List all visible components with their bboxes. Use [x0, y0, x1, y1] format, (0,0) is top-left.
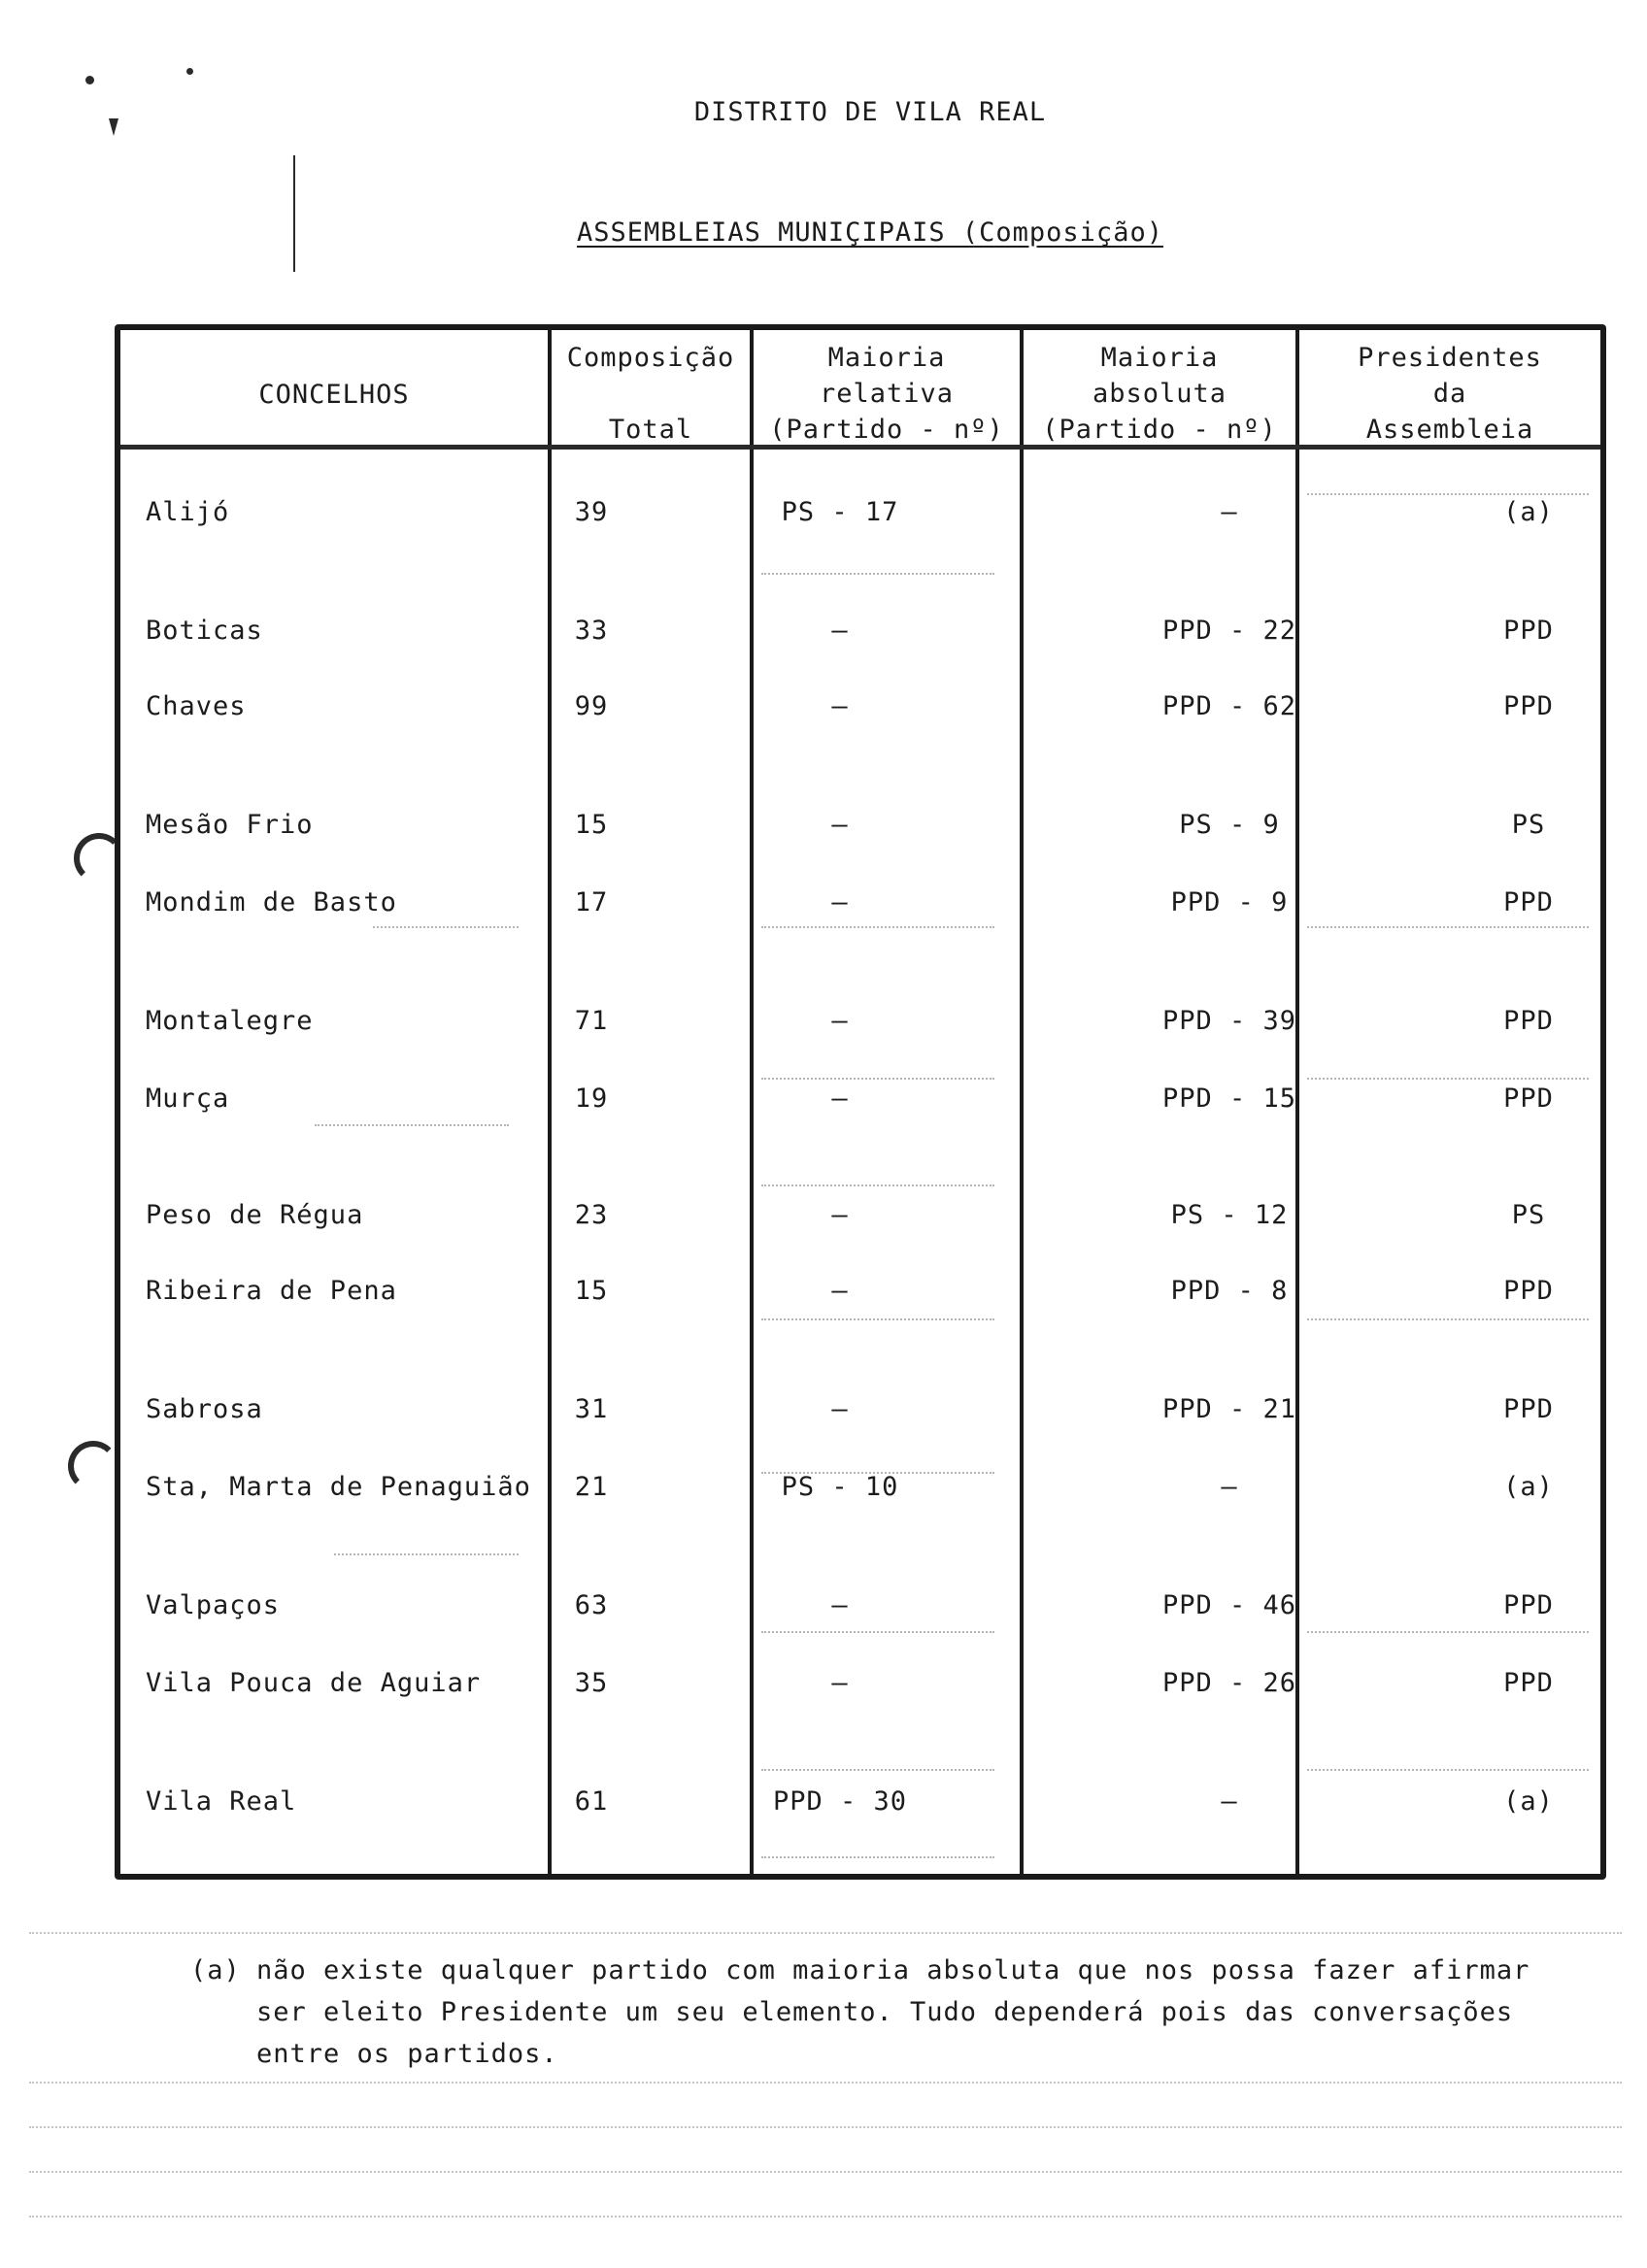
cell-president: (a)	[1503, 497, 1554, 527]
table-row	[120, 691, 1600, 730]
cell-relative-majority: —	[831, 887, 849, 917]
cell-president: PPD	[1503, 887, 1554, 917]
guide-line	[761, 1769, 994, 1771]
cell-president: PPD	[1503, 1276, 1554, 1306]
cell-president: PS	[1511, 1200, 1546, 1230]
guide-line	[334, 1553, 519, 1555]
cell-concelho: Mondim de Basto	[146, 887, 397, 917]
guide-line	[1307, 1631, 1589, 1633]
header-concelhos	[120, 377, 548, 413]
cell-concelho: Chaves	[146, 691, 247, 721]
cell-total: 33	[574, 616, 609, 646]
cell-concelho: Vila Real	[146, 1786, 297, 1817]
header-presidents-line: Assembleia	[1365, 415, 1534, 445]
table-row	[120, 1006, 1600, 1045]
cell-concelho: Murça	[146, 1084, 230, 1114]
table-row	[120, 1276, 1600, 1315]
guide-line	[761, 1631, 994, 1633]
cell-concelho: Vila Pouca de Aguiar	[146, 1668, 482, 1698]
guide-line	[761, 926, 994, 928]
table-row	[120, 616, 1600, 654]
table-row	[120, 1786, 1600, 1825]
cell-concelho: Sta, Marta de Penaguião	[146, 1472, 531, 1502]
cell-absolute-majority: PPD - 15	[1161, 1084, 1297, 1114]
cell-total: 71	[574, 1006, 609, 1036]
cell-absolute-majority: —	[1221, 1786, 1238, 1817]
table-row	[120, 1394, 1600, 1433]
cell-president: PPD	[1503, 616, 1554, 646]
cell-absolute-majority: PPD - 39	[1161, 1006, 1297, 1036]
cell-relative-majority: —	[831, 1394, 849, 1424]
table-row	[120, 1472, 1600, 1511]
table-title	[0, 217, 1647, 248]
cell-concelho: Ribeira de Pena	[146, 1276, 397, 1306]
binder-hole-icon	[68, 1441, 118, 1491]
cell-president: PPD	[1503, 1006, 1554, 1036]
footnote-text: não existe qualquer partido com maioria absoluta que nos possa fazer afirmar ser eleito Presidente um seu elemento. Tudo dependerá pois das conversações entre os partidos.	[256, 1955, 1530, 2069]
cell-president: PPD	[1503, 1590, 1554, 1620]
cell-relative-majority: —	[831, 1200, 849, 1230]
cell-concelho: Mesão Frio	[146, 810, 314, 840]
header-relative-majority	[754, 340, 1020, 448]
cell-total: 17	[574, 887, 609, 917]
cell-total: 31	[574, 1394, 609, 1424]
guide-line	[315, 1124, 509, 1126]
cell-absolute-majority: PPD - 8	[1170, 1276, 1289, 1306]
cell-relative-majority: —	[831, 616, 849, 646]
cell-total: 99	[574, 691, 609, 721]
table-row	[120, 887, 1600, 926]
cell-relative-majority: PPD - 30	[772, 1786, 908, 1817]
header-concelhos-line: CONCELHOS	[258, 380, 410, 410]
cell-total: 23	[574, 1200, 609, 1230]
header-total-line: Composição	[566, 343, 735, 373]
cell-president: PPD	[1503, 691, 1554, 721]
table-row	[120, 497, 1600, 536]
cell-concelho: Valpaços	[146, 1590, 281, 1620]
guide-line	[761, 1078, 994, 1080]
cell-relative-majority: —	[831, 810, 849, 840]
cell-absolute-majority: —	[1221, 497, 1238, 527]
cell-absolute-majority: PPD - 22	[1161, 616, 1297, 646]
header-presidents-line: Presidentes	[1358, 343, 1542, 373]
cell-president: PPD	[1503, 1668, 1554, 1698]
cell-total: 39	[574, 497, 609, 527]
table-row	[120, 1668, 1600, 1707]
cell-relative-majority: PS - 17	[781, 497, 899, 527]
guide-line	[29, 2171, 1622, 2173]
cell-relative-majority: —	[831, 691, 849, 721]
cell-absolute-majority: PPD - 9	[1170, 887, 1289, 917]
district-title: DISTRITO DE VILA REAL	[693, 97, 1047, 127]
cell-relative-majority: —	[831, 1084, 849, 1114]
margin-mark-dot	[186, 68, 193, 75]
footnote-mark: (a)	[190, 1955, 241, 1985]
table-row	[120, 1200, 1600, 1239]
cell-relative-majority: —	[831, 1006, 849, 1036]
cell-total: 19	[574, 1084, 609, 1114]
cell-absolute-majority: —	[1221, 1472, 1238, 1502]
cell-absolute-majority: PS - 9	[1179, 810, 1280, 840]
municipal-assemblies-table	[115, 324, 1606, 1880]
guide-line	[761, 573, 994, 575]
table-title-text: ASSEMBLEIAS MUNIÇIPAIS (Composição)	[577, 217, 1163, 248]
cell-relative-majority: —	[831, 1668, 849, 1698]
header-absolute-line: absoluta	[1092, 379, 1227, 409]
cell-relative-majority: —	[831, 1590, 849, 1620]
guide-line	[1307, 493, 1589, 495]
cell-total: 63	[574, 1590, 609, 1620]
guide-line	[29, 2216, 1622, 2218]
guide-line	[1307, 926, 1589, 928]
guide-line	[1307, 1769, 1589, 1771]
cell-absolute-majority: PPD - 21	[1161, 1394, 1297, 1424]
cell-relative-majority: PS - 10	[781, 1472, 899, 1502]
cell-relative-majority: —	[831, 1276, 849, 1306]
margin-rule	[293, 155, 295, 272]
header-relative-line: Maioria	[827, 343, 946, 373]
cell-concelho: Sabrosa	[146, 1394, 263, 1424]
margin-mark-dot	[85, 76, 94, 84]
header-relative-line: relativa	[819, 379, 955, 409]
guide-line	[373, 926, 519, 928]
guide-line	[761, 1856, 994, 1858]
guide-line	[29, 2126, 1622, 2128]
table-row	[120, 810, 1600, 849]
header-total-line: Total	[608, 415, 693, 445]
cell-total: 61	[574, 1786, 609, 1817]
cell-absolute-majority: PPD - 62	[1161, 691, 1297, 721]
cell-absolute-majority: PPD - 46	[1161, 1590, 1297, 1620]
guide-line	[1307, 1318, 1589, 1320]
table-row	[120, 1084, 1600, 1122]
cell-president: PS	[1511, 810, 1546, 840]
header-absolute-majority	[1024, 340, 1295, 448]
cell-president: PPD	[1503, 1084, 1554, 1114]
header-presidents	[1299, 340, 1600, 448]
header-absolute-line: Maioria	[1100, 343, 1219, 373]
cell-absolute-majority: PS - 12	[1170, 1200, 1289, 1230]
cell-total: 21	[574, 1472, 609, 1502]
header-presidents-line: da	[1432, 379, 1467, 409]
cell-president: (a)	[1503, 1786, 1554, 1817]
guide-line	[29, 1932, 1622, 1934]
guide-line	[761, 1184, 994, 1186]
cell-president: (a)	[1503, 1472, 1554, 1502]
cell-total: 15	[574, 1276, 609, 1306]
cell-concelho: Montalegre	[146, 1006, 314, 1036]
cell-concelho: Alijó	[146, 497, 230, 527]
header-relative-line: (Partido - nº)	[769, 415, 1004, 445]
guide-line	[29, 2082, 1622, 2084]
guide-line	[761, 1318, 994, 1320]
cell-president: PPD	[1503, 1394, 1554, 1424]
cell-total: 35	[574, 1668, 609, 1698]
table-row	[120, 1590, 1600, 1629]
cell-concelho: Peso de Régua	[146, 1200, 364, 1230]
cell-concelho: Boticas	[146, 616, 263, 646]
guide-line	[761, 1472, 994, 1474]
cell-absolute-majority: PPD - 26	[1161, 1668, 1297, 1698]
header-absolute-line: (Partido - nº)	[1042, 415, 1277, 445]
header-total	[552, 340, 750, 448]
guide-line	[1307, 1078, 1589, 1080]
cell-total: 15	[574, 810, 609, 840]
